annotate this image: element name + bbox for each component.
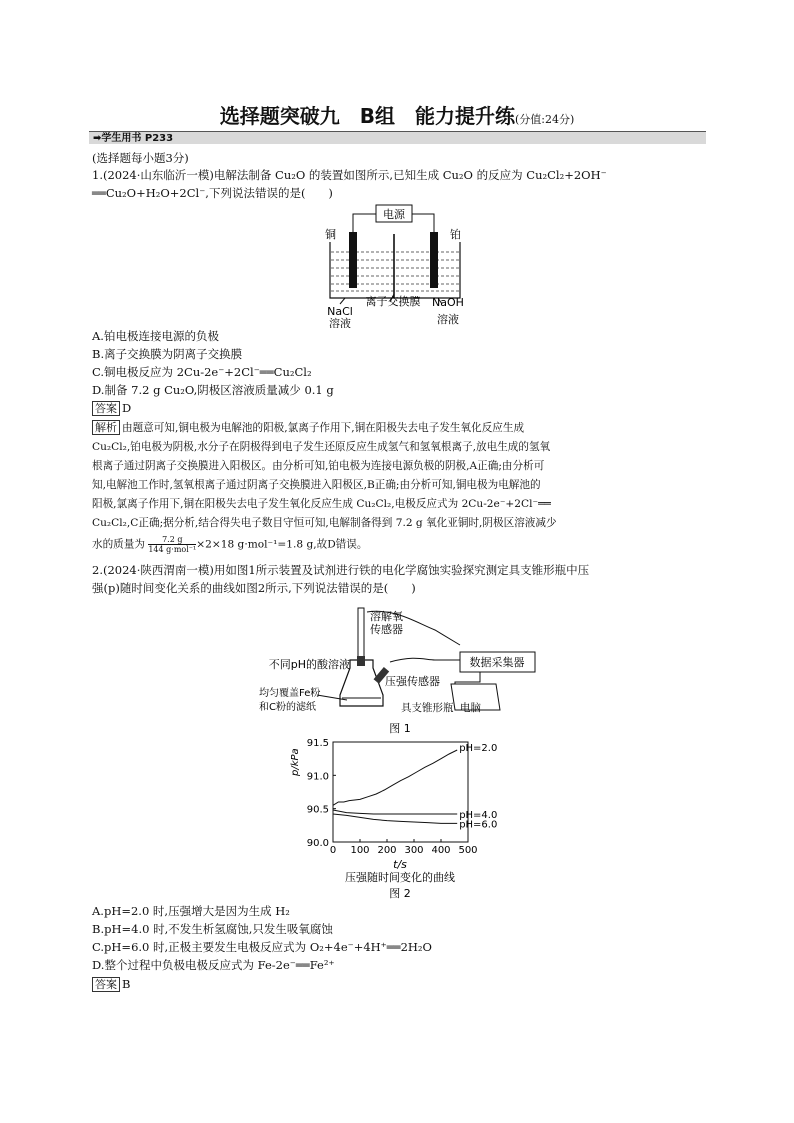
y-tick-label: 91.5 [306,738,329,749]
series-line-pH=6.0 [333,814,457,823]
acid-solution-label: 不同pH的酸溶液 [268,658,350,671]
q2-option-a: A.pH=2.0 时,压强增大是因为生成 H₂ [92,904,290,918]
q1-option-b: B.离子交换膜为阴离子交换膜 [92,347,243,361]
figure1-caption: 图 1 [389,722,411,735]
oxygen-sensor-rod [358,608,364,663]
x-tick-label: 0 [329,845,337,856]
q1-option-c: C.铜电极反应为 2Cu-2e⁻+2Cl⁻══Cu₂Cl₂ [92,365,312,379]
x-tick-label: 100 [350,845,370,856]
q1-answer [92,400,131,417]
page-title [0,100,794,129]
flask-label: 具支锥形瓶 [401,702,454,714]
membrane-label: 离子交换膜 [365,295,421,308]
naoh-label: NaOH [432,296,464,309]
q2-stem-line1: 2.(2024·陕西渭南一模)用如图1所示装置及试剂进行铁的电化学腐蚀实验探究测定具支锥形瓶中压 [92,563,590,577]
copper-electrode [349,232,357,288]
x-axis-label: t/s [393,858,407,871]
q2-option-b: B.pH=4.0 时,不发生析氢腐蚀,只发生吸氧腐蚀 [92,922,333,936]
figure2-caption: 图 2 [389,887,411,900]
nacl-label: NaCl [327,305,353,318]
note: (选择题每小题3分) [92,151,189,165]
series-label: pH=6.0 [459,819,498,831]
q2-answer [92,976,130,993]
q1-stem-line2: ══Cu₂O+H₂O+2Cl⁻,下列说法错误的是( ) [92,186,333,200]
power-label: 电源 [383,208,405,221]
platinum-electrode [430,232,438,288]
book-reference-bar: ➡学生用书 P233 [89,131,706,144]
analysis-tag: 解析 [92,420,120,435]
answer-value: D [122,401,132,415]
svg-text:溶液: 溶液 [329,317,351,328]
chart-title: 压强随时间变化的曲线 [345,871,455,884]
series-label: pH=4.0 [459,810,498,821]
data-collector-label: 数据采集器 [469,656,525,669]
title-score: (分值:24分) [514,113,575,126]
svg-text:传感器: 传感器 [370,623,403,636]
q1-option-d: D.制备 7.2 g Cu₂O,阴极区溶液质量减少 0.1 g [92,383,334,397]
pressure-time-chart [288,738,508,903]
copper-label: 铜 [325,228,336,241]
x-tick-label: 500 [458,845,478,856]
series-line-pH=2.0 [333,750,457,805]
svg-text:溶液: 溶液 [437,313,459,326]
y-tick-label: 90.5 [306,804,329,816]
oxygen-sensor-label-1: 溶解氧 [370,610,403,623]
corrosion-apparatus-diagram [255,600,545,740]
y-tick-label: 90.0 [306,838,329,849]
fraction: 7.2 g 144 g·mol⁻¹ [148,535,197,554]
q1-option-a: A.铂电极连接电源的负极 [92,329,219,343]
x-tick-label: 400 [431,845,451,856]
q2-option-c: C.pH=6.0 时,正极主要发生电极反应式为 O₂+4e⁻+4H⁺══2H₂O [92,940,432,954]
x-tick-label: 200 [377,845,397,856]
answer-value: B [122,977,131,991]
series-label: pH=2.0 [459,743,498,754]
svg-text:和C粉的滤纸: 和C粉的滤纸 [259,702,316,713]
answer-tag: 答案 [92,977,120,992]
plot-frame [333,742,468,842]
pressure-sensor-label: 压强传感器 [385,675,440,688]
q1-analysis: 解析 由题意可知,铜电极为电解池的阳极,氯离子作用下,铜在阳极失去电子发生氧化反应生成 Cu₂Cl₂,铂电极为阴极,水分子在阴极得到电子发生还原反应生成氢气和氢氧根离子,放电生成的氢氧 根离子通过阴离子交换膜进入阳极区。由分析可知,铂电极为连接电源负极的阴极,A正确;由分析可 知,电解池工作时,氢氧根离子通过阴离子交换膜进入阳极区,B正确;由分析可知,铜电极为电解池的 阳极,氯离子作用下,铜在阳极失去电子发生氧化反应生成 Cu₂Cl₂,电极反应式为 2Cu-2e⁻+2Cl⁻══ Cu₂Cl₂,C正确;据分析,结合得失电子数目守恒可知,电解制备得到 7.2 g 氧化亚铜时,阴极区溶液减少 水的质量为 7.2 g 144 g·mol⁻¹ ×2×18 g·mol⁻¹=1.8 g,故D错误。 [92,421,557,554]
series-line-pH=4.0 [333,810,457,814]
y-axis-label: p/kPa [290,748,301,776]
computer-label: 电脑 [460,702,481,714]
title-main: 选择题突破九 B组 能力提升练 [219,104,515,128]
q2-stem-line2: 强(p)随时间变化关系的曲线如图2所示,下列说法错误的是( ) [92,581,416,595]
electrolysis-apparatus-diagram [320,202,480,328]
y-tick-label: 91.0 [306,771,329,783]
q2-option-d: D.整个过程中负极电极反应式为 Fe-2e⁻══Fe²⁺ [92,958,335,972]
x-tick-label: 300 [404,845,424,856]
platinum-label: 铂 [450,228,461,241]
q1-stem-line1: 1.(2024·山东临沂一模)电解法制备 Cu₂O 的装置如图所示,已知生成 Cu₂O 的反应为 Cu₂Cl₂+2OH⁻ [92,168,607,182]
filter-paper-label: 均匀覆盖Fe粉 [259,688,321,699]
answer-tag: 答案 [92,401,120,416]
